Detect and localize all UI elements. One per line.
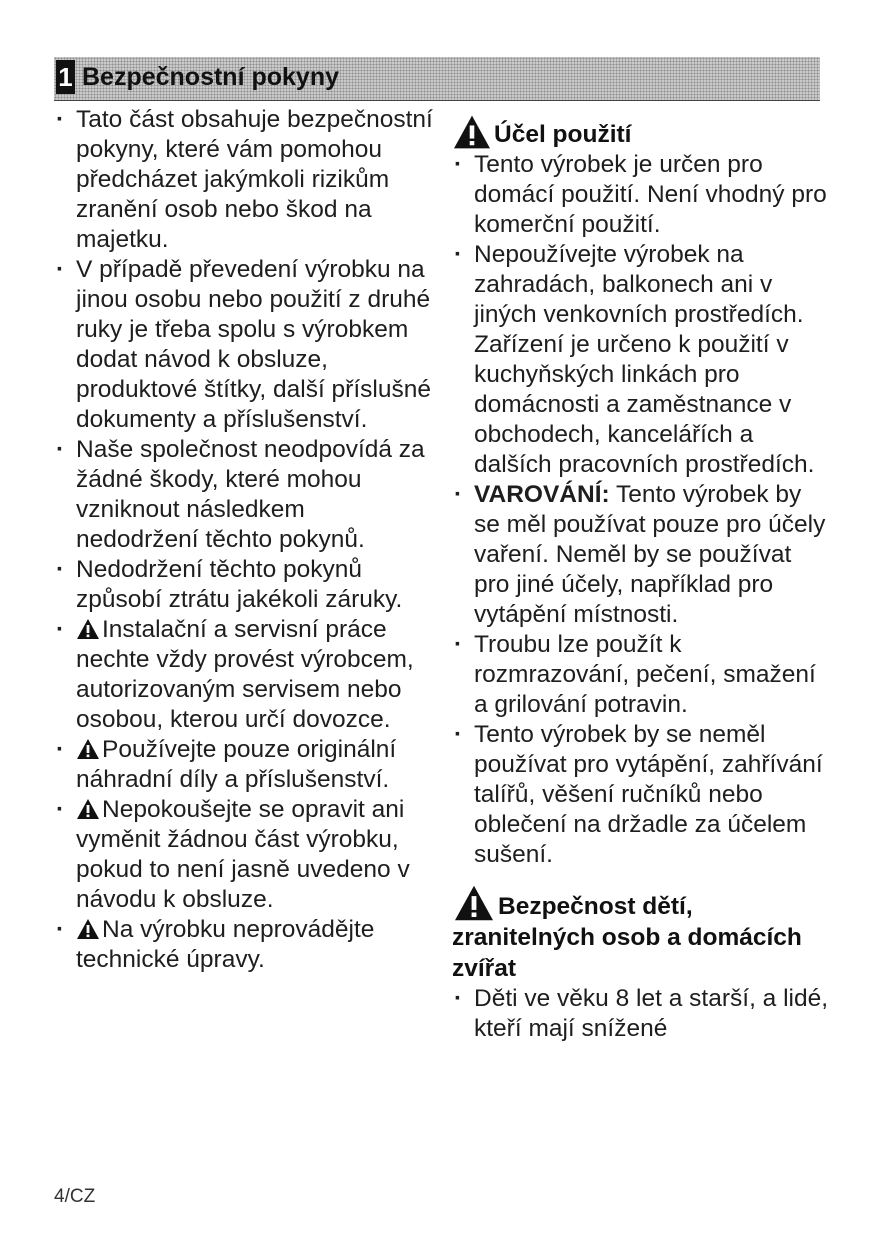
child-safety-heading: Bezpečnost dětí, zranitelných osob a domácích zvířat xyxy=(452,884,832,984)
section-header xyxy=(54,57,820,101)
list-item: · Používejte pouze originální náhradní díly a příslušenství. xyxy=(56,736,397,793)
list-item: · Nepokoušejte se opravit ani vyměnit žádnou část výrobku, pokud to není jasně uvedeno v návodu k obsluze. xyxy=(56,796,410,913)
warning-icon xyxy=(76,918,100,940)
list-item: · Naše společnost neodpovídá za žádné škody, které mohou vzniknout následkem nedodržení těchto pokynů. xyxy=(56,436,425,553)
child-safety-list xyxy=(452,984,832,1044)
list-item: · Děti ve věku 8 let a starší, a lidé, kteří mají snížené xyxy=(454,985,829,1042)
list-item: · Nepoužívejte výrobek na zahradách, balkonech ani v jiných venkovních prostředích. Zařízení je určeno k použití v kuchyňských linkách pro domácnosti a zaměstnance v obchodech, kancelářích a dalších pracovních prostředích. xyxy=(454,241,815,478)
general-safety-list xyxy=(54,105,434,975)
warning-label: VAROVÁNÍ: xyxy=(474,481,610,508)
warning-icon xyxy=(76,618,100,640)
section-number: 1 xyxy=(56,60,75,94)
intended-use-list xyxy=(452,150,832,870)
warning-icon xyxy=(76,798,100,820)
section-title: Bezpečnostní pokyny xyxy=(82,63,339,91)
list-item: · Instalační a servisní práce nechte vždy provést výrobcem, autorizovaným servisem nebo osobou, kterou určí dovozce. xyxy=(56,616,414,733)
list-item: · Troubu lze použít k rozmrazování, pečení, smažení a grilování potravin. xyxy=(454,631,816,718)
warning-icon xyxy=(452,114,492,150)
list-item: · V případě převedení výrobku na jinou osobu nebo použití z druhé ruky je třeba spolu s výrobkem dodat návod k obsluze, produktové štítky, další příslušné dokumenty a příslušenství. xyxy=(56,256,431,433)
list-item: · Na výrobku neprovádějte technické úpravy. xyxy=(56,916,375,973)
list-item: · VAROVÁNÍ: Tento výrobek by se měl používat pouze pro účely vaření. Neměl by se používat pro jiné účely, například pro vytápění místnosti. xyxy=(454,481,826,628)
list-item: · Nedodržení těchto pokynů způsobí ztrátu jakékoli záruky. xyxy=(56,556,403,613)
intended-use-heading: Účel použití xyxy=(452,114,832,150)
page-number: 4/CZ xyxy=(54,1186,96,1207)
warning-icon xyxy=(76,738,100,760)
right-column xyxy=(452,114,832,1044)
left-column xyxy=(54,105,434,975)
list-item: · Tento výrobek je určen pro domácí použití. Není vhodný pro komerční použití. xyxy=(454,151,827,238)
warning-icon xyxy=(452,884,496,922)
list-item: · Tato část obsahuje bezpečnostní pokyny, které vám pomohou předcházet jakýmkoli rizikům zranění osob nebo škod na majetku. xyxy=(56,106,433,253)
list-item: · Tento výrobek by se neměl používat pro vytápění, zahřívání talířů, věšení ručníků nebo oblečení na držadle za účelem sušení. xyxy=(454,721,823,868)
